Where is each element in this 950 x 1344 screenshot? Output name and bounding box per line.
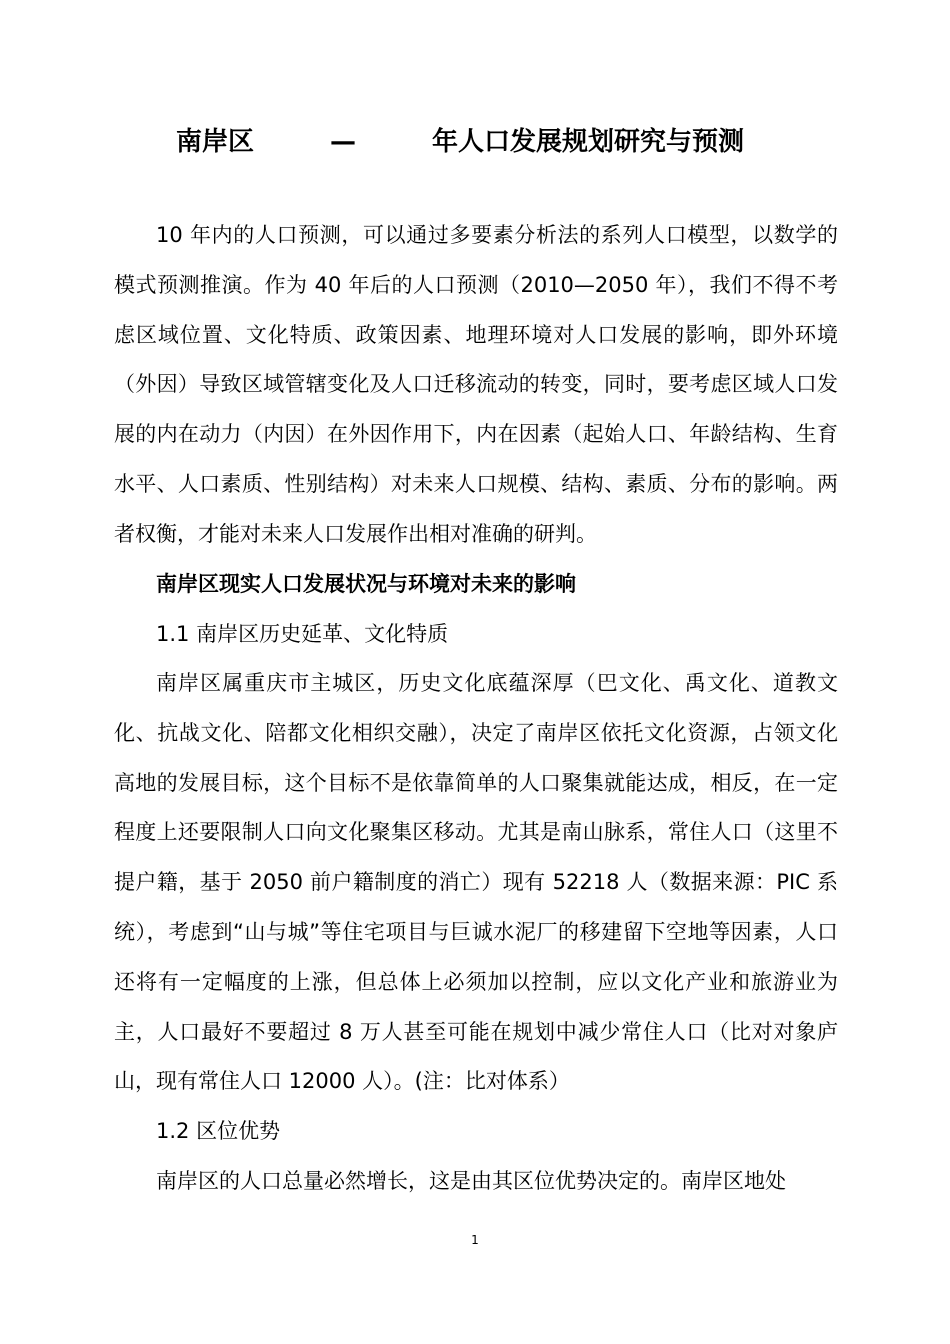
section-1-2-paragraph: 南岸区的人口总量必然增长，这是由其区位优势决定的。南岸区地处 bbox=[156, 1169, 786, 1193]
title-part-district: 南岸区 bbox=[176, 127, 255, 157]
page-number: 1 bbox=[471, 1233, 479, 1247]
title-dash: — bbox=[330, 127, 356, 157]
intro-paragraph: 10 年内的人口预测，可以通过多要素分析法的系列人口模型，以数学的模式预测推演。作为 40 年后的人口预测（2010—2050 年），我们不得不考虑区域位置、文化特质、政策因素、地理环境对人口发展的影响，即外环境（外因）导致区域管辖变化及人口迁移流动的转变，同时，要考虑区域人口发展的内在动力（内因）在外因作用下，内在因素（起始人口、年龄结构、生育水平、人口素质、性别结构）对未来人口规模、结构、素质、分布的影响。两者权衡，才能对未来人口发展作出相对准确的研判。 bbox=[114, 223, 838, 546]
title-part-subject: 年人口发展规划研究与预测 bbox=[432, 127, 745, 157]
document-title bbox=[0, 122, 950, 162]
section-1-1-paragraph: 南岸区属重庆市主城区，历史文化底蕴深厚（巴文化、禹文化、道教文化、抗战文化、陪都文化相织交融），决定了南岸区依托文化资源，占领文化高地的发展目标，这个目标不是依靠简单的人口聚集就能达成，相反，在一定程度上还要限制人口向文化聚集区移动。尤其是南山脉系，常住人口（这里不提户籍，基于 2050 前户籍制度的消亡）现有 52218 人（数据来源：PIC 系统），考虑到“山与城”等住宅项目与巨诚水泥厂的移建留下空地等因素，人口还将有一定幅度的上涨，但总体上必须加以控制，应以文化产业和旅游业为主，人口最好不要超过 8 万人甚至可能在规划中减少常住人口（比对对象庐山，现有常住人口 12000 人）。(注：比对体系） bbox=[114, 671, 838, 1094]
section-1-heading: 南岸区现实人口发展状况与环境对未来的影响 bbox=[156, 572, 576, 596]
section-1-2-heading: 1.2 区位优势 bbox=[156, 1119, 281, 1143]
section-1-1-heading: 1.1 南岸区历史延革、文化特质 bbox=[156, 622, 449, 646]
